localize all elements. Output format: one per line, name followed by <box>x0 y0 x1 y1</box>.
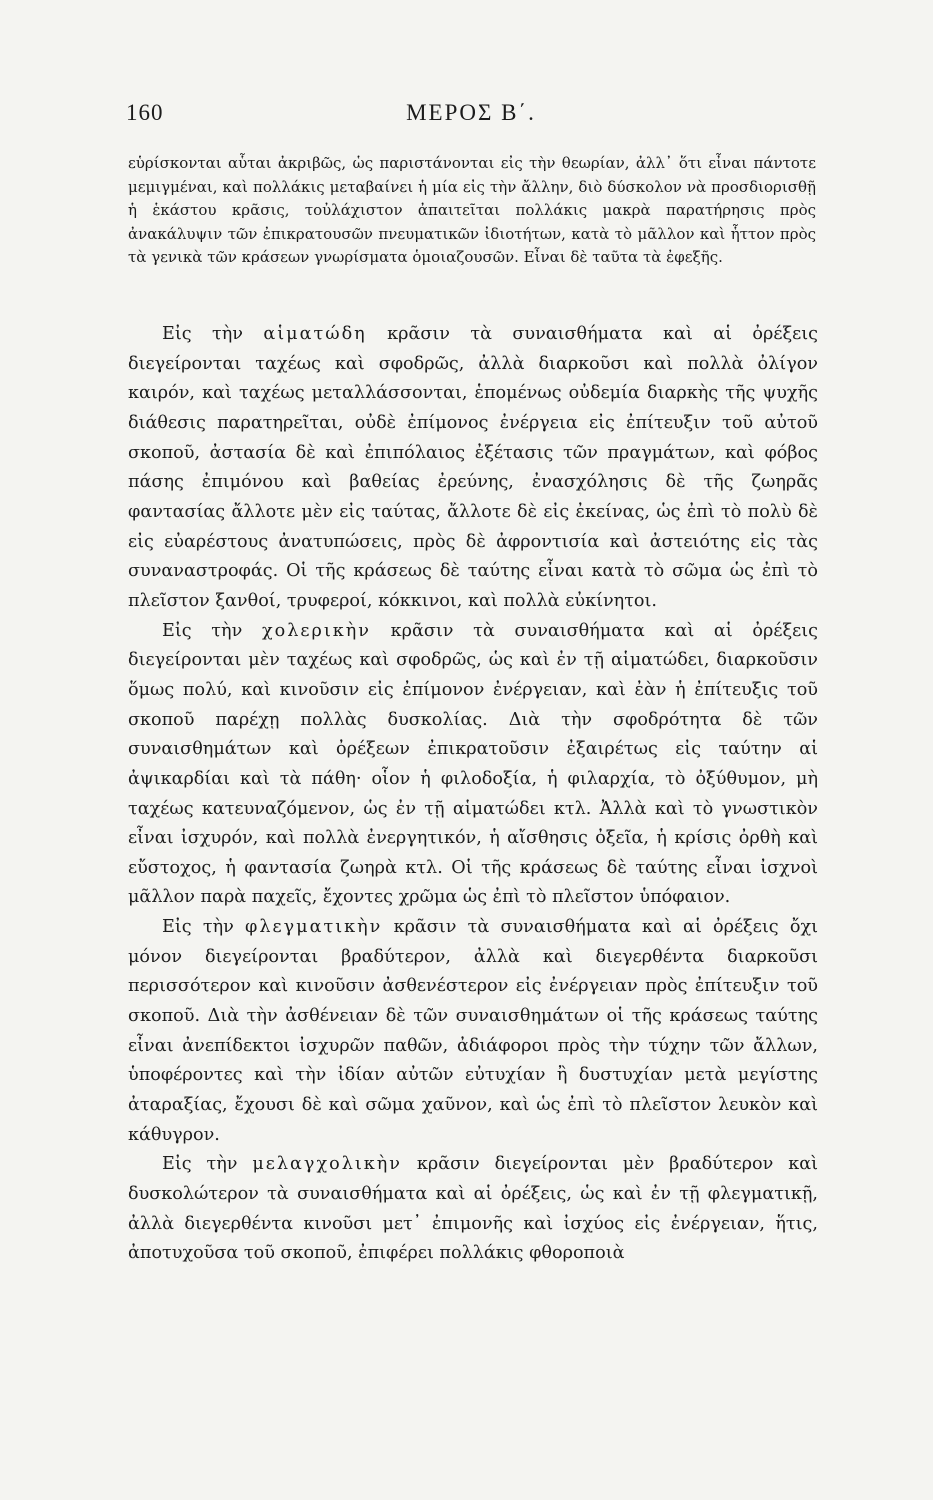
running-head: ΜΕΡΟΣ Β΄. <box>406 100 536 125</box>
term-sanguine: αἱματώδη <box>263 324 367 344</box>
page-number: 160 <box>126 100 164 125</box>
paragraph-melancholic <box>128 1150 818 1269</box>
intro-paragraph: εὑρίσκονται αὗται ἀκριβῶς, ὡς παριστάνονται εἰς τὴν θεωρίαν, ἀλλ᾽ ὅτι εἶναι πάντοτε μεμιγμέναι, καὶ πολλάκις μεταβαίνει ἡ μία εἰς τὴν ἄλλην, διὸ δύσκολον νὰ προσδιορισθῇ ἡ ἑκάστου κρᾶσις, τοὐλάχιστον ἀπαιτεῖται πολλάκις μακρὰ παρατήρησις πρὸς ἀνακάλυψιν τῶν ἐπικρατουσῶν πνευματικῶν ἰδιοτήτων, κατὰ τὸ μᾶλλον καὶ ἧττον πρὸς τὰ γενικὰ τῶν κράσεων γνωρίσματα ὁμοιαζουσῶν. Εἶναι δὲ ταῦτα τὰ ἐφεξῆς. <box>128 154 816 266</box>
main-text <box>128 320 818 1269</box>
term-phlegmatic: φλεγματικὴν <box>245 917 383 938</box>
paragraph-lead: Εἰς τὴν <box>162 324 264 344</box>
paragraph-body: κρᾶσιν διεγείρονται μὲν βραδύτερον καὶ δυσκολώτερον τὰ συναισθήματα καὶ αἱ ὀρέξεις, ὡς καὶ ἐν τῇ φλεγματικῇ, ἀλλὰ διεγερθέντα κινοῦσι μετ᾽ ἐπιμονῆς καὶ ἰσχύος εἰς ἐνέργειαν, ἥτις, ἀποτυχοῦσα τοῦ σκοποῦ, ἐπιφέρει πολλάκις φθοροποιὰ <box>128 1154 819 1264</box>
paragraph-lead: Εἰς τὴν <box>162 1154 253 1175</box>
paragraph-phlegmatic <box>128 913 818 1150</box>
paragraph-choleric <box>128 617 818 914</box>
term-choleric: χολερικὴν <box>261 620 371 641</box>
paragraph-lead: Εἰς τὴν <box>162 917 246 938</box>
paragraph-lead: Εἰς τὴν <box>162 620 262 641</box>
paragraph-body: κρᾶσιν τὰ συναισθήματα καὶ αἱ ὀρέξεις διεγείρονται μὲν ταχέως καὶ σφοδρῶς, ὡς καὶ ἐν τῇ αἱματώδει, διαρκοῦσιν ὅμως πολύ, καὶ κινοῦσιν εἰς ἐπίμονον ἐνέργειαν, καὶ ἐὰν ἡ ἐπίτευξις τοῦ σκοποῦ παρέχῃ πολλὰς δυσκολίας. Διὰ τὴν σφοδρότητα δὲ τῶν συναισθημάτων καὶ ὀρέξεων ἐπικρατοῦσιν ἐξαιρέτως εἰς ταύτην αἱ ἀψικαρδίαι καὶ τὰ πάθη· οἷον ἡ φιλοδοξία, ἡ φιλαρχία, τὸ ὀξύθυμον, μὴ ταχέως κατευναζόμενον, ὡς ἐν τῇ αἱματώδει κτλ. Ἀλλὰ καὶ τὸ γνωστικὸν εἶναι ἰσχυρόν, καὶ πολλὰ ἐνεργητικόν, ἡ αἴσθησις ὀξεῖα, ἡ κρίσις ὀρθὴ καὶ εὔστοχος, ἡ φαντασία ζωηρὰ κτλ. Οἱ τῆς κράσεως δὲ ταύτης εἶναι ἰσχνοὶ μᾶλλον παρὰ παχεῖς, ἔχοντες χρῶμα ὡς ἐπὶ τὸ πλεῖστον ὑπόφαιον. <box>128 620 818 908</box>
paragraph-body: κρᾶσιν τὰ συναισθήματα καὶ αἱ ὀρέξεις ὄχι μόνον διεγείρονται βραδύτερον, ἀλλὰ καὶ διεγερθέντα διαρκοῦσι περισσότερον καὶ κινοῦσιν ἀσθενέστερον εἰς ἐνέργειαν πρὸς ἐπίτευξιν τοῦ σκοποῦ. Διὰ τὴν ἀσθένειαν δὲ τῶν συναισθημάτων οἱ τῆς κράσεως ταύτης εἶναι ἀνεπίδεκτοι ἰσχυρῶν παθῶν, ἀδιάφοροι πρὸς τὴν τύχην τῶν ἄλλων, ὑποφέροντες καὶ τὴν ἰδίαν αὐτῶν εὐτυχίαν ἢ δυστυχίαν μετὰ μεγίστης ἀταραξίας, ἔχουσι δὲ καὶ σῶμα χαῦνον, καὶ ὡς ἐπὶ τὸ πλεῖστον λευκὸν καὶ κάθυγρον. <box>128 917 819 1145</box>
paragraph-sanguine <box>128 320 818 617</box>
term-melancholic: μελαγχολικὴν <box>252 1154 402 1175</box>
intro-paragraph-block <box>128 152 816 270</box>
paragraph-body: κρᾶσιν τὰ συναισθήματα καὶ αἱ ὀρέξεις διεγείρονται ταχέως καὶ σφοδρῶς, ἀλλὰ διαρκοῦσι καὶ πολλὰ ὀλίγον καιρόν, καὶ ταχέως μεταλλάσσονται, ἑπομένως οὐδεμία διαρκὴς τῆς ψυχῆς διάθεσις παρατηρεῖται, οὐδὲ ἐπίμονος ἐνέργεια εἰς ἐπίτευξιν τοῦ αὐτοῦ σκοποῦ, ἀστασία δὲ καὶ ἐπιπόλαιος ἐξέτασις τῶν πραγμάτων, καὶ φόβος πάσης ἐπιμόνου καὶ βαθείας ἐρεύνης, ἐνασχόλησις δὲ τῆς ζωηρᾶς φαντασίας ἄλλοτε μὲν εἰς ταύτας, ἄλλοτε δὲ εἰς ἐκείνας, ὡς ἐπὶ τὸ πολὺ δὲ εἰς εὐαρέστους ἀνατυπώσεις, πρὸς δὲ ἀφροντισία καὶ ἀστειότης εἰς τὰς συναναστροφάς. Οἱ τῆς κράσεως δὲ ταύτης εἶναι κατὰ τὸ σῶμα ὡς ἐπὶ τὸ πλεῖστον ξανθοί, τρυφεροί, κόκκινοι, καὶ πολλὰ εὐκίνητοι. <box>128 324 818 611</box>
page-header <box>126 100 816 134</box>
